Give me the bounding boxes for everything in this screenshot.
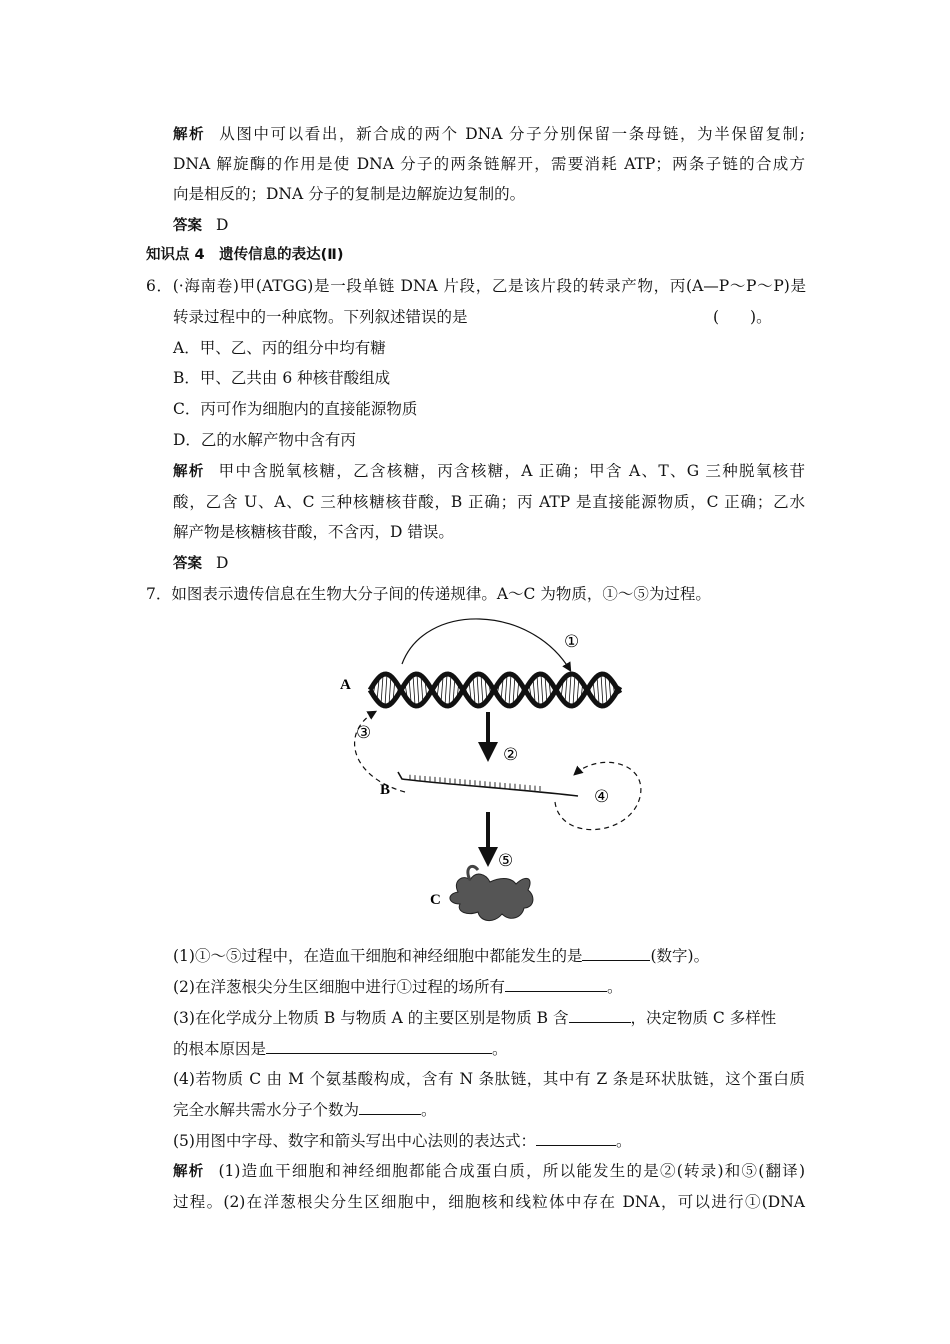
base-pair-rung xyxy=(381,676,383,705)
protein-shape xyxy=(450,874,533,921)
base-pair-rung xyxy=(481,675,483,706)
q7-analysis-line-1: 解析 (1)造血干细胞和神经细胞都能合成蛋白质，所以能发生的是②(转录)和⑤(翻译) xyxy=(173,1162,805,1180)
base-pair-rung xyxy=(473,676,475,703)
replication-arrow xyxy=(402,619,570,670)
base-pair-rung xyxy=(605,675,607,706)
prev-answer xyxy=(173,214,228,237)
answer-label: 答案 xyxy=(173,218,202,234)
material-b-label: B xyxy=(380,782,391,798)
q7-sub-3-line-1: (3)在化学成分上物质 B 与物质 A 的主要区别是物质 B 含 ，决定物质 C 多样性 xyxy=(173,1006,776,1029)
base-pair-rung xyxy=(477,674,479,706)
material-a-label: A xyxy=(340,677,351,693)
q6-stem-line-2: 转录过程中的一种底物。下列叙述错误的是 xyxy=(173,308,468,326)
base-pair-rung xyxy=(505,676,507,705)
q7-sub-5: (5)用图中字母、数字和箭头写出中心法则的表达式： 。 xyxy=(173,1129,631,1152)
answer-value: D xyxy=(216,554,229,572)
process-3-label: ③ xyxy=(356,723,372,743)
base-pair-rung xyxy=(537,675,539,705)
analysis-label: 解析 xyxy=(173,464,205,480)
answer-label: 答案 xyxy=(173,556,202,572)
dna-double-helix xyxy=(370,674,620,706)
prev-analysis-line-1: 解析 从图中可以看出，新合成的两个 DNA 分子分别保留一条母链，为半保留复制; xyxy=(173,125,806,143)
central-dogma-diagram xyxy=(330,612,650,937)
q7-sub-1: (1)①～⑤过程中，在造血干细胞和神经细胞中都能发生的是 (数字)。 xyxy=(173,944,709,967)
base-pair-rung xyxy=(509,674,511,706)
q6-option-b: B．甲、乙共由 6 种核苷酸组成 xyxy=(173,369,391,387)
base-pair-rung xyxy=(569,675,571,706)
q6-analysis-line-1: 解析 甲中含脱氧核糖，乙含核糖，丙含核糖，A 正确；甲含 A、T、G 三种脱氧核苷 xyxy=(173,462,805,480)
base-pair-rung xyxy=(573,674,575,706)
material-c-label: C xyxy=(430,892,441,908)
q7-stem: 7．如图表示遗传信息在生物大分子间的传递规律。A～C 为物质，①～⑤为过程。 xyxy=(146,585,711,603)
q6-answer xyxy=(173,552,228,575)
base-pair-rung xyxy=(449,674,451,706)
base-pair-rung xyxy=(413,675,415,705)
base-pair-rung xyxy=(541,674,543,706)
q7-sub-3-line-2: 的根本原因是 。 xyxy=(173,1037,508,1060)
answer-blank[interactable] xyxy=(266,1037,492,1054)
answer-blank[interactable] xyxy=(359,1098,421,1115)
prev-analysis-line-3: 向是相反的；DNA 分子的复制是边解旋边复制的。 xyxy=(173,185,526,203)
q6-stem-line-1: 6．(·海南卷)甲(ATGG)是一段单链 DNA 片段，乙是该片段的转录产物，丙(A—P～P～P)是 xyxy=(146,277,806,295)
process-1-label: ① xyxy=(564,632,580,652)
base-pair-rung xyxy=(601,674,603,706)
q7-analysis-line-2: 过程。(2)在洋葱根尖分生区细胞中，细胞核和线粒体中存在 DNA，可以进行①(DNA xyxy=(173,1193,805,1211)
answer-blank[interactable] xyxy=(582,944,650,961)
base-pair-rung xyxy=(445,675,447,706)
prev-analysis-line-2: DNA 解旋酶的作用是使 DNA 分子的两条链解开，需要消耗 ATP；两条子链的合成方 xyxy=(173,155,805,173)
process-2-label: ② xyxy=(503,745,519,765)
base-pair-rung xyxy=(385,674,387,706)
q6-option-d: D．乙的水解产物中含有丙 xyxy=(173,431,356,449)
answer-value: D xyxy=(216,216,229,234)
process-5-label: ⑤ xyxy=(498,851,514,871)
q6-option-c: C．丙可作为细胞内的直接能源物质 xyxy=(173,400,418,418)
q6-analysis-line-3: 解产物是核糖核苷酸，不含丙，D 错误。 xyxy=(173,523,454,541)
q7-sub-2: (2)在洋葱根尖分生区细胞中进行①过程的场所有 。 xyxy=(173,975,622,998)
base-pair-rung xyxy=(597,676,599,703)
q6-analysis-line-2: 酸，乙含 U、A、C 三种核糖核苷酸，B 正确；丙 ATP 是直接能源物质，C 正确；乙水 xyxy=(173,493,805,511)
analysis-label: 解析 xyxy=(173,127,206,143)
q7-sub-4-line-2: 完全水解共需水分子个数为 。 xyxy=(173,1098,437,1121)
q7-sub-4-line-1: (4)若物质 C 由 M 个氨基酸构成，含有 N 条肽链，其中有 Z 条是环状肽链，这个蛋白质 xyxy=(173,1070,805,1088)
section-title: 知识点 4 遗传信息的表达(Ⅱ) xyxy=(146,247,344,263)
analysis-label: 解析 xyxy=(173,1164,205,1180)
q6-answer-paren: ( )。 xyxy=(713,308,772,326)
mrna-strand xyxy=(398,772,578,796)
base-pair-rung xyxy=(417,674,419,706)
base-pair-rung xyxy=(441,677,443,702)
base-pair-rung xyxy=(565,677,567,702)
process-4-label: ④ xyxy=(594,787,610,807)
answer-blank[interactable] xyxy=(505,975,607,992)
answer-blank[interactable] xyxy=(536,1129,616,1146)
answer-blank[interactable] xyxy=(569,1006,631,1023)
q6-option-a: A．甲、乙、丙的组分中均有糖 xyxy=(173,339,386,357)
